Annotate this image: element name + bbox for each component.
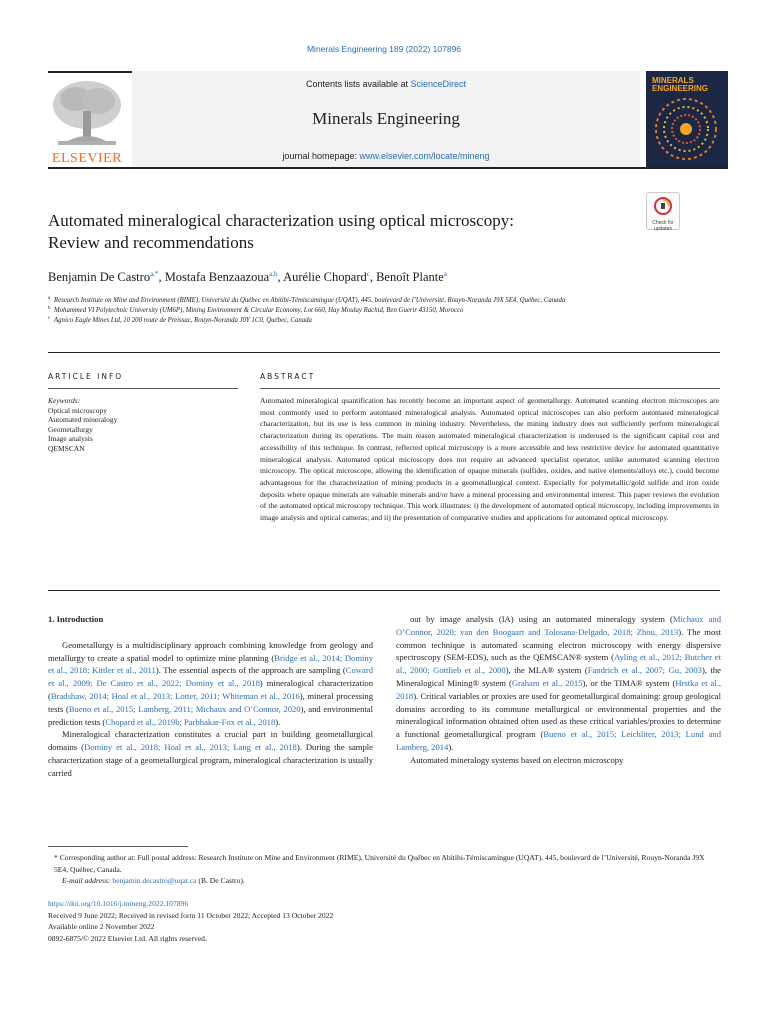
citation-link[interactable]: Chopard et al., 2019b; Parbhakar-Fox et al., 2018: [105, 716, 276, 727]
body-text: out by image analysis (IA) using an automated mineralogy system (: [410, 614, 673, 624]
header-divider: [48, 352, 720, 353]
right-column-paragraphs: [396, 613, 721, 767]
publication-info: [48, 898, 720, 944]
author-separator: ,: [369, 270, 377, 285]
body-text: ). The essential aspects of the approach are sampling (: [155, 665, 346, 676]
keyword-item: Optical microscopy: [48, 405, 107, 415]
tree-icon: [48, 75, 126, 151]
cover-art-icon: [646, 71, 728, 167]
header-rule-bottom: [48, 167, 728, 169]
body-column-right: [396, 613, 721, 767]
citation-link[interactable]: Michaux and O’Connor, 2020; van den Boogaart and Tolosana-Delgado, 2018; Zhou, 2013: [396, 614, 722, 637]
affiliation-marker: b: [48, 306, 51, 311]
contents-line: [132, 79, 640, 89]
citation-link[interactable]: Bridge et al., 2014; Dominy et al., 2018; Kittler et al., 2011: [48, 652, 373, 676]
body-paragraph: [48, 728, 373, 779]
affiliation: [48, 296, 648, 306]
body-text: Geometallurgy is a multidisciplinary approach combining knowledge from geology and metallurgy to create a spatial model to optimize mine planning (: [48, 639, 373, 663]
body-paragraph: [396, 754, 721, 767]
keywords-heading: Keywords:: [48, 396, 81, 405]
affiliation-marker: c: [48, 316, 51, 321]
email-note: [48, 875, 720, 887]
journal-citation[interactable]: Minerals Engineering 189 (2022) 107896: [306, 44, 462, 54]
keyword-item: Automated mineralogy: [48, 415, 118, 424]
homepage-line: [132, 151, 640, 161]
keywords-block: [48, 396, 228, 453]
author-name[interactable]: Aurélie Chopard: [283, 270, 367, 285]
body-text: ), and environmental prediction tests (: [48, 703, 373, 727]
journal-title: Minerals Engineering: [312, 109, 460, 128]
homepage-prefix: journal homepage:: [282, 151, 360, 161]
affiliation: [48, 316, 648, 326]
author-affiliation-marker[interactable]: a,*: [150, 270, 159, 278]
author-name[interactable]: Mostafa Benzaazoua: [164, 270, 270, 285]
body-paragraph: [396, 613, 721, 754]
header-center-panel: [132, 71, 640, 167]
check-updates-icon: [653, 196, 673, 216]
footnotes: [48, 852, 720, 887]
email-label: E-mail address:: [62, 876, 113, 885]
affiliation-text: Agnico Eagle Mines Ltd, 10 200 route de Preissac, Rouyn-Noranda J0Y 1C0, Québec, Canada: [54, 317, 312, 324]
citation-link[interactable]: Bueno et al., 2015; Leichliter, 2013; Lund and Lamberg, 2014: [396, 729, 722, 752]
affiliation-list: [48, 296, 648, 326]
check-updates-label: Check for updates: [652, 220, 674, 232]
author-separator: ,: [158, 270, 165, 285]
introduction-heading: 1. Introduction: [48, 614, 104, 624]
available-online: Available online 2 November 2022: [48, 922, 155, 931]
author-separator: ,: [277, 270, 284, 285]
paper-title: [48, 210, 628, 254]
citation-link[interactable]: Graham et al., 2015: [511, 677, 583, 688]
body-paragraph: [48, 639, 373, 729]
keyword-item: QEMSCAN: [48, 443, 85, 453]
cover-title: MINERALS ENGINEERING: [652, 76, 709, 93]
keyword-item: Geometallurgy: [48, 424, 93, 434]
author-name[interactable]: Benjamin De Castro: [48, 270, 151, 285]
copyright-line: 0892-6875/© 2022 Elsevier Ltd. All rights reserved.: [48, 933, 207, 943]
body-text: ). The most common technique is automated scanning electron microscopy with energy dispersive spectroscopy (SEM-EDS), such as the QEMSCAN® system (: [396, 626, 721, 663]
body-text: ).: [275, 716, 281, 727]
body-text: ).: [448, 741, 454, 752]
check-for-updates-badge[interactable]: [646, 192, 680, 230]
article-info-rule: [48, 388, 238, 389]
citation-link[interactable]: Fandrich et al., 2007; Gu, 2003: [587, 665, 702, 676]
contents-prefix: Contents lists available at: [305, 79, 411, 89]
publisher-wordmark: ELSEVIER: [51, 151, 123, 166]
affiliation: [48, 306, 648, 316]
affiliation-text: Mohammed VI Polytechnic University (UM6P), Mining Environment & Circular Economy, Lot 660, Hay Moulay Rachid, Ben Guerir 43150, Morocco: [54, 307, 464, 314]
author-affiliation-marker[interactable]: c: [366, 270, 370, 278]
author-affiliation-marker[interactable]: a: [443, 270, 447, 278]
left-column-paragraphs: [48, 639, 373, 780]
abstract-heading: ABSTRACT: [260, 372, 316, 381]
keyword-item: Image analysis: [48, 434, 93, 443]
citation-link[interactable]: Hrstka et al., 2018: [396, 677, 722, 701]
body-text: ) mineralogical characterization (: [48, 678, 373, 701]
body-text: ), or the TIMA® system (: [582, 677, 676, 688]
email-link[interactable]: benjamin.decastro@uqat.ca: [112, 876, 197, 885]
body-text: ), the Mineralogical Mining® system (: [396, 665, 721, 688]
journal-homepage-link[interactable]: www.elsevier.com/locate/mineng: [359, 151, 490, 161]
abstract-bottom-divider: [48, 590, 720, 591]
citation-link[interactable]: Dominy et al., 2018; Hoal et al., 2013; Lang et al., 2018: [83, 742, 297, 753]
paper-title-line-2: Review and recommendations: [48, 233, 254, 252]
article-info-heading: ARTICLE INFO: [48, 372, 124, 381]
affiliation-text: Research Institute on Mine and Environment (RIME), Université du Québec en Abitibi-Témiscamingue (UQAT), 445, boulevard de l’Université, Rouyn-Noranda J9X 5E4, Québec, Canada: [54, 297, 566, 304]
footnote-rule: [48, 846, 188, 847]
abstract-text: Automated mineralogical quantification has recently become an important aspect of geometallurgy. Automated scanning electron microscopes are most commonly used to perform automated mineralogical analysis. Automated optical microscopes can also perform automated mineralogical characterization, but its use is less common in mining industry. Nevertheless, the mining industry does not sufficiently perform mineralogical characterization during its operations. The main reason automated mineralogical characterization is underused is the significant capital cost and accessibility of this technique. In contrast, reflected optical microscopy is a more accessible and less restrictive device for automated quantitative mineralogical analysis. Automated optical microscopy does not require an advanced specialist operator, unlike automated scanning electron microscopy. The optical microscope, allowing the identification of opaque minerals (sulfides, oxides, and native elements/alloys etc.), could become advantageous for the characterization of mining products in a geometallurgical context. Especially for polymetallic/gold sulfide and iron oxide deposits where opaque minerals are valuable minerals and/or have a mineral processing and environmental interest. This paper reviews the evolution of the automated optical microscopy technique. This work illustrates: i) the development of automated optical microscopy, including improvements in image analysis and optical cameras; and ii) the presentation of comparative studies and applications for automated optical microscopy.: [260, 396, 719, 523]
doi-link[interactable]: https://doi.org/10.1016/j.mineng.2022.107896: [48, 899, 189, 908]
author-affiliation-marker[interactable]: a,b: [269, 270, 278, 278]
body-text: Mineralogical characterization constitutes a crucial part in building geometallurgical domains (: [48, 729, 373, 753]
body-text: ). During the sample characterization stage of a geometallurgical program, mineralogical characterization is usually carried: [48, 742, 373, 778]
paper-title-line-1: Automated mineralogical characterization using optical microscopy:: [48, 211, 514, 230]
citation-link[interactable]: Coward et al., 2009; De Castro et al., 2022; Dominy et al., 2018: [48, 665, 373, 689]
citation-link[interactable]: Bradshaw, 2014; Hoal et al., 2013; Lotter, 2011; Whiteman et al., 2016: [50, 690, 300, 701]
body-text: ), mineral processing tests (: [48, 690, 373, 714]
affiliation-marker: a: [48, 296, 51, 301]
body-text: ). Critical variables or proxies are used for geometallurgical domaining: group geological domains according to its commune metallurgical or environmental properties and the mineralogical information obtained often used as these critical variables/proxies to determine a functional geometallurgical program (: [396, 690, 721, 740]
body-text: ), the MLA® system (: [505, 665, 588, 676]
body-column-left: [48, 613, 373, 780]
email-suffix: (B. De Castro).: [196, 876, 245, 885]
body-text: Automated mineralogy systems based on electron microscopy: [410, 754, 624, 765]
keywords-list: [48, 406, 228, 454]
journal-header: [48, 71, 728, 167]
author-list: [48, 270, 648, 285]
journal-cover[interactable]: [646, 71, 728, 167]
author-name[interactable]: Benoît Plante: [376, 270, 444, 285]
sciencedirect-link[interactable]: ScienceDirect: [410, 79, 467, 89]
received-dates: Received 9 June 2022; Received in revised form 11 October 2022; Accepted 13 October 2022: [48, 910, 334, 920]
citation-link[interactable]: Bueno et al., 2015; Lamberg, 2011; Michaux and O’Connor, 2020: [68, 703, 301, 714]
citation-link[interactable]: Ayling et al., 2012; Butcher et al., 2000; Gottlieb et al., 2000: [396, 652, 721, 676]
abstract-rule: [260, 388, 720, 389]
corresponding-author-note: * Corresponding author at: Full postal address: Research Institute on Mine and Environment (RIME), Université du Québec en Abitibi-Témiscamingue (UQAT), 445, boulevard de l’Université, Rouyn-Noranda J9X 5E4, Québec, Canada.: [54, 853, 705, 874]
